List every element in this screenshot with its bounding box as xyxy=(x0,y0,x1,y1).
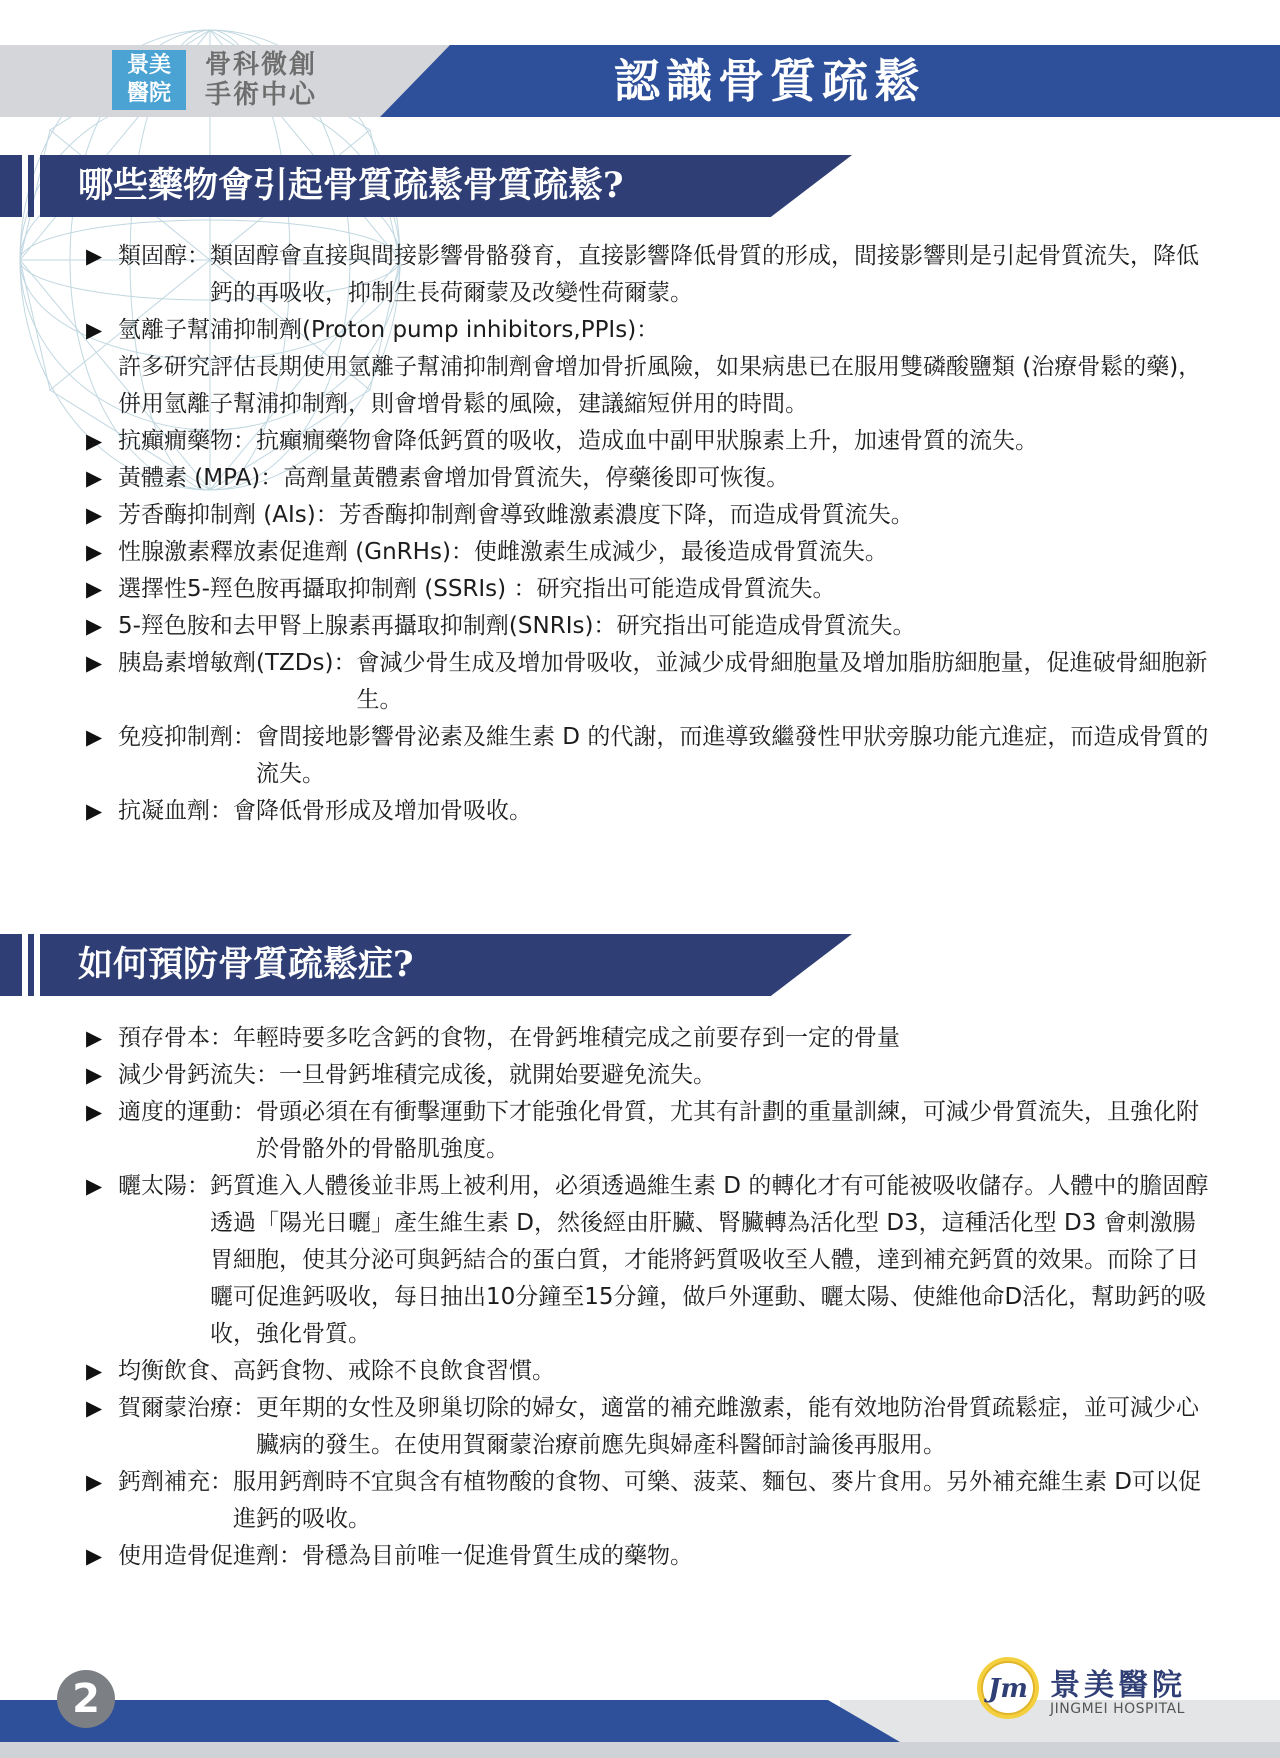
list-item: ▶ 氫離子幫浦抑制劑(Proton pump inhibitors,PPIs)： 許多研究評估長期使用氫離子幫浦抑制劑會增加骨折風險，如果病患已在服用雙磷酸鹽類 (治療骨鬆的藥)，併用氫離子幫浦抑制劑，則會增骨鬆的風險，建議縮短併用的時間。 xyxy=(86,312,1216,423)
arrow-icon: ▶ xyxy=(86,614,103,638)
section2-title: 如何預防骨質疏鬆症? xyxy=(78,944,414,985)
emblem-text: Jm xyxy=(988,1674,1028,1704)
page-number: 2 xyxy=(57,1670,115,1728)
arrow-icon: ▶ xyxy=(86,1396,103,1420)
list-item: ▶ 減少骨鈣流失： 一旦骨鈣堆積完成後，就開始要避免流失。 xyxy=(86,1057,1216,1094)
footer-bottom-strip xyxy=(0,1742,1280,1758)
list-item: ▶ 胰島素增敏劑(TZDs)： 會減少骨生成及增加骨吸收，並減少成骨細胞量及增加脂肪細胞量，促進破骨細胞新生。 xyxy=(86,645,1216,719)
logo-line-2: 醫院 xyxy=(126,81,171,106)
page-title: 認識骨質疏鬆 xyxy=(614,54,926,108)
arrow-icon: ▶ xyxy=(86,1470,103,1494)
list-item: ▶ 均衡飲食、高鈣食物、戒除不良飲食習慣。 xyxy=(86,1353,1216,1390)
arrow-icon: ▶ xyxy=(86,466,103,490)
hospital-emblem-icon xyxy=(975,1655,1041,1721)
list-item: ▶ 曬太陽： 鈣質進入人體後並非馬上被利用，必須透過維生素 D 的轉化才有可能被吸收儲存。人體中的膽固醇透過「陽光日曬」產生維生素 D，然後經由肝臟、腎臟轉為活化型 D3，這種活化型 D3 會刺激腸胃細胞，使其分泌可與鈣結合的蛋白質，才能將鈣質吸收至人體，達到補充鈣質的效果。而除了日曬可促進鈣吸收，每日抽出10分鐘至15分鐘，做戶外運動、曬太陽、使維他命D活化，幫助鈣的吸收，強化骨質。 xyxy=(86,1168,1216,1353)
arrow-icon: ▶ xyxy=(86,1100,103,1124)
section1-list xyxy=(86,238,1216,830)
department-name xyxy=(205,50,317,110)
list-item: ▶ 類固醇： 類固醇會直接與間接影響骨骼發育，直接影響降低骨質的形成，間接影響則是引起骨質流失，降低鈣的再吸收，抑制生長荷爾蒙及改變性荷爾蒙。 xyxy=(86,238,1216,312)
list-item: ▶ 抗凝血劑： 會降低骨形成及增加骨吸收。 xyxy=(86,793,1216,830)
list-item: ▶ 5-羥色胺和去甲腎上腺素再攝取抑制劑(SNRIs)： 研究指出可能造成骨質流失。 xyxy=(86,608,1216,645)
arrow-icon: ▶ xyxy=(86,1026,103,1050)
section1-banner xyxy=(0,155,860,217)
list-item: ▶ 選擇性5-羥色胺再攝取抑制劑 (SSRIs) ： 研究指出可能造成骨質流失。 xyxy=(86,571,1216,608)
arrow-icon: ▶ xyxy=(86,577,103,601)
arrow-icon: ▶ xyxy=(86,799,103,823)
dept-line-2: 手術中心 xyxy=(205,80,318,110)
list-item: ▶ 抗癲癇藥物： 抗癲癇藥物會降低鈣質的吸收，造成血中副甲狀腺素上升，加速骨質的流失。 xyxy=(86,423,1216,460)
arrow-icon: ▶ xyxy=(86,318,103,342)
list-item: ▶ 預存骨本： 年輕時要多吃含鈣的食物，在骨鈣堆積完成之前要存到一定的骨量 xyxy=(86,1020,1216,1057)
arrow-icon: ▶ xyxy=(86,503,103,527)
arrow-icon: ▶ xyxy=(86,1174,103,1198)
brand-english: JINGMEI HOSPITAL xyxy=(1050,1701,1185,1717)
footer-blue-band xyxy=(0,1700,900,1742)
dept-line-1: 骨科微創 xyxy=(205,50,318,80)
list-item: ▶ 使用造骨促進劑： 骨穩為目前唯一促進骨質生成的藥物。 xyxy=(86,1538,1216,1575)
arrow-icon: ▶ xyxy=(86,244,103,268)
section1-title: 哪些藥物會引起骨質疏鬆骨質疏鬆? xyxy=(78,165,624,206)
arrow-icon: ▶ xyxy=(86,725,103,749)
list-item: ▶ 免疫抑制劑： 會間接地影響骨泌素及維生素 D 的代謝，而進導致繼發性甲狀旁腺功能亢進症，而造成骨質的流失。 xyxy=(86,719,1216,793)
list-item: ▶ 鈣劑補充： 服用鈣劑時不宜與含有植物酸的食物、可樂、菠菜、麵包、麥片食用。另外補充維生素 D可以促進鈣的吸收。 xyxy=(86,1464,1216,1538)
arrow-icon: ▶ xyxy=(86,1359,103,1383)
arrow-icon: ▶ xyxy=(86,651,103,675)
arrow-icon: ▶ xyxy=(86,429,103,453)
section2-banner xyxy=(0,934,860,996)
section2-list xyxy=(86,1020,1216,1575)
list-item: ▶ 適度的運動： 骨頭必須在有衝擊運動下才能強化骨質，尤其有計劃的重量訓練，可減少骨質流失，且強化附於骨骼外的骨骼肌強度。 xyxy=(86,1094,1216,1168)
arrow-icon: ▶ xyxy=(86,1063,103,1087)
list-item: ▶ 芳香酶抑制劑 (AIs)： 芳香酶抑制劑會導致雌激素濃度下降，而造成骨質流失。 xyxy=(86,497,1216,534)
brand-name: 景美醫院 xyxy=(1050,1668,1186,1703)
list-item: ▶ 性腺激素釋放素促進劑 (GnRHs)： 使雌激素生成減少，最後造成骨質流失。 xyxy=(86,534,1216,571)
logo-line-1: 景美 xyxy=(126,53,171,78)
arrow-icon: ▶ xyxy=(86,1544,103,1568)
arrow-icon: ▶ xyxy=(86,540,103,564)
hospital-logo xyxy=(112,50,186,110)
list-item: ▶ 黃體素 (MPA)： 高劑量黃體素會增加骨質流失，停藥後即可恢復。 xyxy=(86,460,1216,497)
list-item: ▶ 賀爾蒙治療： 更年期的女性及卵巢切除的婦女，適當的補充雌激素，能有效地防治骨質疏鬆症，並可減少心臟病的發生。在使用賀爾蒙治療前應先與婦產科醫師討論後再服用。 xyxy=(86,1390,1216,1464)
